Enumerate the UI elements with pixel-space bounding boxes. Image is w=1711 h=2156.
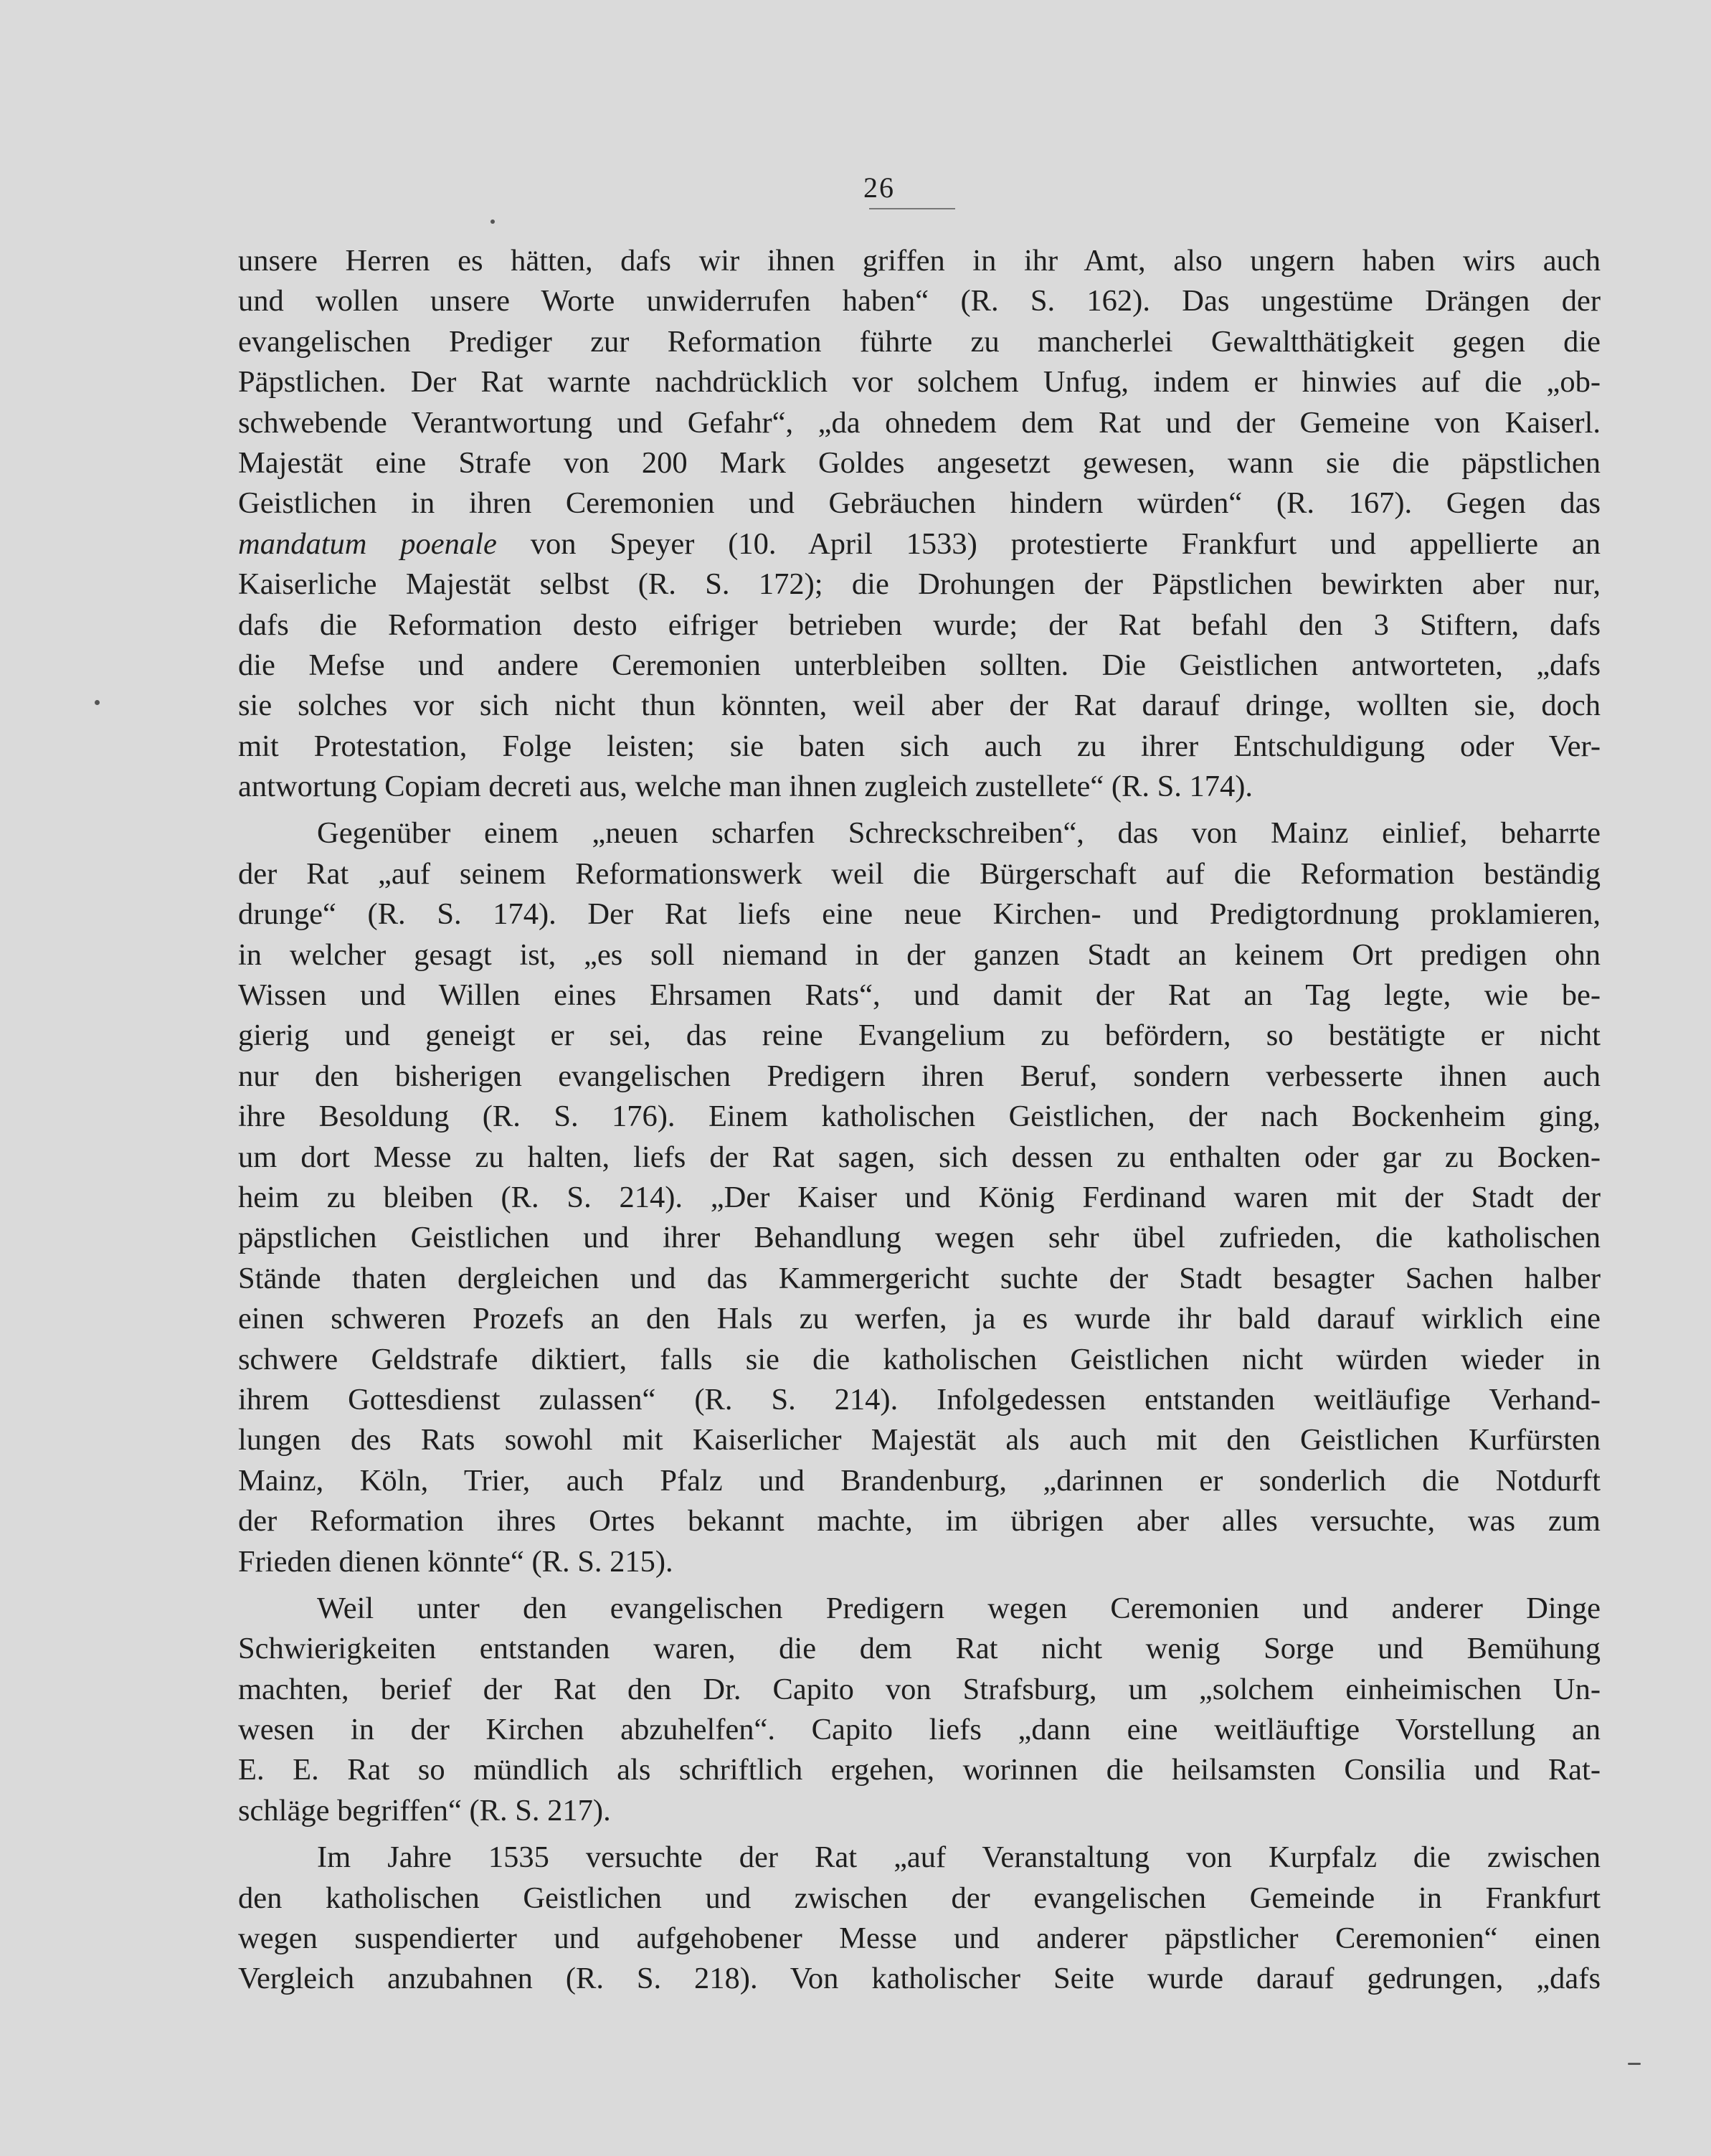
text-line: Im Jahre 1535 versuchte der Rat „auf Veranstaltung von Kurpfalz die zwischen	[317, 1840, 1601, 1875]
text-line: der Reformation ihres Ortes bekannt machte, im übrigen aber alles versuchte, was zum	[238, 1504, 1601, 1538]
text-line: Kaiserliche Majestät selbst (R. S. 172); die Drohungen der Päpstlichen bewirkten aber nur,	[238, 567, 1601, 602]
text-line: Schwierigkeiten entstanden waren, die dem Rat nicht wenig Sorge und Bemühung	[238, 1632, 1601, 1666]
text-line: machten, berief der Rat den Dr. Capito von Strafsburg, um „solchem einheimischen Un-	[238, 1672, 1601, 1706]
text-line: schwebende Verantwortung und Gefahr“, „da ohnedem dem Rat und der Gemeine von Kaiserl.	[238, 405, 1601, 440]
text-line: in welcher gesagt ist, „es soll niemand in der ganzen Stadt an keinem Ort predigen ohn	[238, 937, 1601, 972]
text-line: mit Protestation, Folge leisten; sie baten sich auch zu ihrer Entschuldigung oder Ver-	[238, 729, 1601, 763]
text-line: und wollen unsere Worte unwiderrufen haben“ (R. S. 162). Das ungestüme Drängen der	[238, 284, 1601, 318]
paragraph	[238, 1838, 1601, 2000]
latin-phrase: mandatum poenale	[238, 526, 497, 561]
text-line: schläge begriffen“ (R. S. 217).	[238, 1793, 611, 1828]
text-line: heim zu bleiben (R. S. 214). „Der Kaiser und König Ferdinand waren mit der Stadt der	[238, 1180, 1601, 1214]
paragraph	[238, 1589, 1601, 1831]
text-line: wesen in der Kirchen abzuhelfen“. Capito liefs „dann eine weitläuftige Vorstellung an	[238, 1713, 1601, 1747]
paragraph	[238, 813, 1601, 1581]
text-line: drunge“ (R. S. 174). Der Rat liefs eine neue Kirchen- und Predigtordnung proklamieren,	[238, 897, 1601, 932]
text-line: Weil unter den evangelischen Predigern wegen Ceremonien und anderer Dinge	[317, 1591, 1601, 1625]
text-line: mandatum poenale von Speyer (10. April 1533) protestierte Frankfurt und appellierte an	[238, 526, 1601, 561]
text-line: Wissen und Willen eines Ehrsamen Rats“, und damit der Rat an Tag legte, wie be-	[238, 978, 1601, 1013]
text-line: die Mefse und andere Ceremonien unterbleiben sollten. Die Geistlichen antworteten, „dafs	[238, 648, 1601, 682]
paragraph-gap	[238, 1831, 1601, 1838]
text-line: Mainz, Köln, Trier, auch Pfalz und Brandenburg, „darinnen er sonderlich die Notdurft	[238, 1463, 1601, 1498]
text-line: der Rat „auf seinem Reformationswerk weil die Bürgerschaft auf die Reformation beständig	[238, 856, 1601, 891]
text-line: Vergleich anzubahnen (R. S. 218). Von katholischer Seite wurde darauf gedrungen, „dafs	[238, 1962, 1601, 1996]
text-line: Päpstlichen. Der Rat warnte nachdrücklich vor solchem Unfug, indem er hinwies auf die „ob-	[238, 365, 1601, 399]
text-line: wegen suspendierter und aufgehobener Messe und anderer päpstlicher Ceremonien“ einen	[238, 1921, 1601, 1956]
text-line: Stände thaten dergleichen und das Kammergericht suchte der Stadt besagter Sachen halber	[238, 1261, 1601, 1295]
text-line: Majestät eine Strafe von 200 Mark Goldes angesetzt gewesen, wann sie die päpstlichen	[238, 445, 1601, 480]
text-line: lungen des Rats sowohl mit Kaiserlicher Majestät als auch mit den Geistlichen Kurfürsten	[238, 1423, 1601, 1457]
text-line: E. E. Rat so mündlich als schriftlich ergehen, worinnen die heilsamsten Consilia und Rat-	[238, 1753, 1601, 1787]
text-line: ihrem Gottesdienst zulassen“ (R. S. 214). Infolgedessen entstanden weitläufige Verhand-	[238, 1382, 1601, 1417]
text-line: dafs die Reformation desto eifriger betrieben wurde; der Rat befahl den 3 Stiftern, dafs	[238, 607, 1601, 642]
text-line: Geistlichen in ihren Ceremonien und Gebräuchen hindern würden“ (R. 167). Gegen das	[238, 486, 1601, 521]
text-line: ihre Besoldung (R. S. 176). Einem katholischen Geistlichen, der nach Bockenheim ging,	[238, 1100, 1601, 1134]
text-line: gierig und geneigt er sei, das reine Evangelium zu befördern, so bestätigte er nicht	[238, 1018, 1601, 1053]
text-line: evangelischen Prediger zur Reformation führte zu mancherlei Gewaltthätigkeit gegen die	[238, 324, 1601, 359]
text-line: um dort Messe zu halten, liefs der Rat sagen, sich dessen zu enthalten oder gar zu Bocken-	[238, 1140, 1601, 1174]
text-line: den katholischen Geistlichen und zwischen der evangelischen Gemeinde in Frankfurt	[238, 1881, 1601, 1915]
page-number-rule	[869, 208, 955, 209]
text-line: Gegenüber einem „neuen scharfen Schreckschreiben“, das von Mainz einlief, beharrte	[317, 816, 1601, 851]
body-text	[238, 241, 1601, 2000]
text-line: päpstlichen Geistlichen und ihrer Behandlung wegen sehr übel zufrieden, die katholischen	[238, 1221, 1601, 1255]
paragraph-gap	[238, 807, 1601, 813]
text-line: sie solches vor sich nicht thun könnten, weil aber der Rat darauf dringe, wollten sie, doch	[238, 689, 1601, 723]
text-line: schwere Geldstrafe diktiert, falls sie die katholischen Geistlichen nicht würden wieder in	[238, 1342, 1601, 1376]
text-line: einen schweren Prozefs an den Hals zu werfen, ja es wurde ihr bald darauf wirklich eine	[238, 1302, 1601, 1336]
page-number: 26	[863, 171, 895, 204]
text-line: nur den bisherigen evangelischen Predigern ihren Beruf, sondern verbesserte ihnen auch	[238, 1059, 1601, 1093]
paragraph	[238, 241, 1601, 807]
text-line: antwortung Copiam decreti aus, welche man ihnen zugleich zustellete“ (R. S. 174).	[238, 770, 1253, 804]
text-line: Frieden dienen könnte“ (R. S. 215).	[238, 1544, 673, 1579]
paragraph-gap	[238, 1582, 1601, 1589]
text-line: unsere Herren es hätten, dafs wir ihnen griffen in ihr Amt, also ungern haben wirs auch	[238, 244, 1601, 278]
